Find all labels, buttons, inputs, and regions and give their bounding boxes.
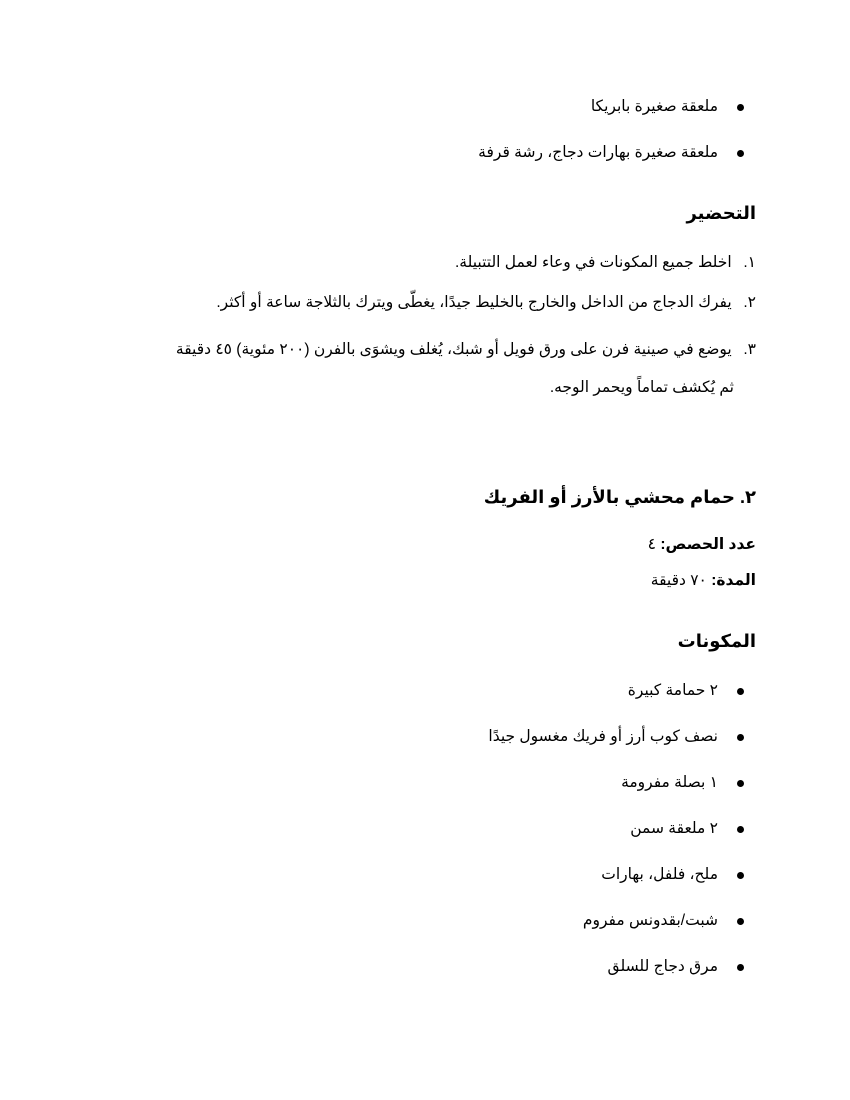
bullet-icon [737,918,744,925]
bullet-icon [737,104,744,111]
ingredients-list [94,681,756,977]
list-item: ملعقة صغيرة بهارات دجاج، رشة قرفة [94,143,756,163]
step-text: اخلط جميع المكونات في وعاء لعمل التتبيلة. [455,254,732,271]
preparation-step-3 [176,340,756,360]
bullet-icon [737,734,744,741]
step-text: يفرك الدجاج من الداخل والخارج بالخليط جيدًا، يغطّى ويترك بالثلاجة ساعة أو أكثر. [216,294,732,311]
list-item: ملعقة صغيرة بابريكا [94,97,756,117]
step-number: ١. [743,254,756,271]
preparation-heading: التحضير [686,203,756,223]
list-item: نصف كوب أرز أو فريك مغسول جيدًا [94,727,756,747]
servings-value: ٤ [647,536,656,553]
list-item: ١ بصلة مفرومة [94,773,756,793]
servings-line [648,535,756,554]
servings-label: عدد الحصص: [660,536,756,553]
duration-value: ٧٠ دقيقة [650,572,707,589]
duration-label: المدة: [711,572,756,589]
step-text: يوضع في صينية فرن على ورق فويل أو شبك، يُغلف ويشوَى بالفرن (٢٠٠ مئوية) ٤٥ دقيقة [175,341,732,358]
bullet-icon [737,150,744,157]
list-item: شبت/بقدونس مفروم [94,911,756,931]
bullet-icon [737,964,744,971]
list-item: ٢ حمامة كبيرة [94,681,756,701]
list-item: ملح، فلفل، بهارات [94,865,756,885]
preparation-step-2 [216,293,756,313]
list-item: ٢ ملعقة سمن [94,819,756,839]
step-number: ٣. [743,341,756,358]
ingredients-heading: المكونات [677,631,756,651]
bullet-icon [737,688,744,695]
top-ingredients-list [94,97,756,163]
preparation-step-1 [455,253,756,273]
step-number: ٢. [743,294,756,311]
bullet-icon [737,826,744,833]
bullet-icon [737,872,744,879]
preparation-step-3-continuation: ثم يُكشف تماماً ويحمر الوجه. [549,379,734,396]
duration-line [651,571,756,590]
bullet-icon [737,780,744,787]
list-item: مرق دجاج للسلق [94,957,756,977]
recipe-title: ٢. حمام محشي بالأرز أو الفريك [483,487,756,507]
